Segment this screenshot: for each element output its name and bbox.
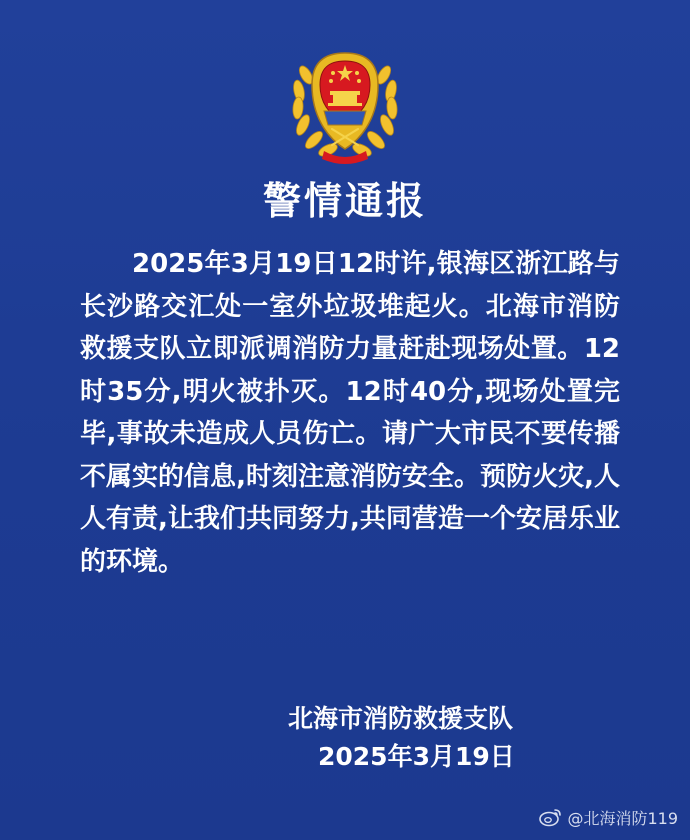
signature-date: 2025年3月19日 [318,742,515,771]
signature-org: 北海市消防救援支队 [288,704,514,733]
watermark-text: @北海消防119 [567,808,678,828]
weibo-icon [539,807,563,827]
notice-body: 2025年3月19日12时许,银海区浙江路与长沙路交汇处一室外垃圾堆起火。北海市消防救援支队立即派调消防力量赶赴现场处置。12时35分,明火被扑灭。12时40分,现场处置完毕,事故未造成人员伤亡。请广大市民不要传播不属实的信息,时刻注意消防安全。预防火灾,人人有责,让我们共同努力,共同营造一个安居乐业的环境。 [80,249,620,577]
notice-title: 警情通报 [262,179,427,223]
weibo-watermark [539,804,678,830]
signature-block [288,700,568,776]
fire-rescue-emblem-icon [286,45,404,167]
